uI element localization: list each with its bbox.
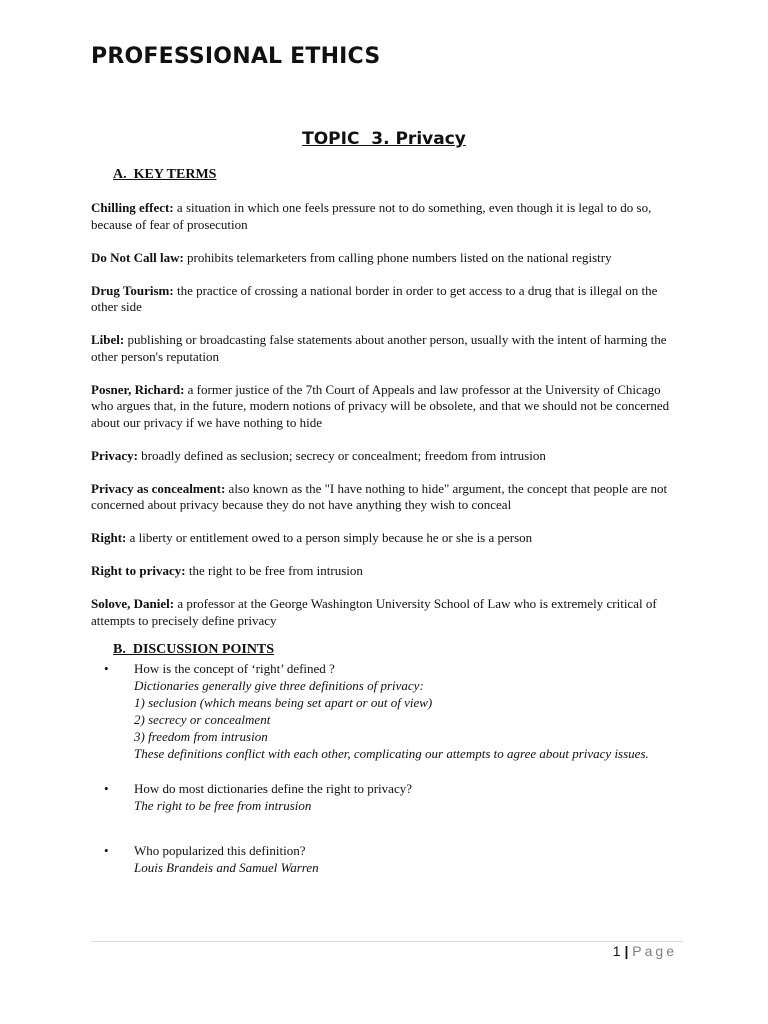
key-term [91,200,683,233]
term-name: Right: [91,530,127,545]
term-definition: broadly defined as seclusion; secrecy or concealment; freedom from intrusion [137,447,546,463]
term-definition: prohibits telemarketers from calling phone numbers listed on the national registry [183,249,612,265]
term-definition: a liberty or entitlement owed to a person simply because he or she is a person [126,530,533,545]
page-label: Page [632,943,677,959]
term-definition: a former justice of the 7th Court of Appeals and law professor at the University of Chicago who argues that, in the future, modern notions of privacy will be obsolete, and that we should not be concerned about our privacy if we have nothing to hide [91,381,670,430]
key-term [91,250,683,267]
discussion-point [91,780,683,814]
term-definition: publishing or broadcasting false statements about another person, usually with the intent of harming the other person's reputation [91,332,667,364]
term-name: Solove, Daniel: [91,596,175,611]
term-name: Drug Tourism: [91,282,174,298]
key-terms-heading: A. KEY TERMS [113,167,217,182]
footer-divider [91,941,683,942]
key-term [91,332,683,365]
discussion-question: How do most dictionaries define the right to privacy? [134,781,412,796]
term-name: Privacy as concealment: [91,480,226,496]
term-definition: a professor at the George Washington University School of Law who is extremely critical of attempts to precisely define privacy [91,596,657,628]
term-definition: also known as the "I have nothing to hide" argument, the concept that people are not concerned about privacy because they do not have anything they wish to conceal [91,480,668,512]
key-term [91,448,683,465]
key-term [91,563,683,580]
key-term [91,382,683,432]
term-name: Libel: [91,332,125,347]
page-number: 1 [612,943,621,959]
discussion-points-list [91,660,683,876]
key-term [91,283,683,316]
discussion-question: How is the concept of ‘right’ defined ? [134,661,335,676]
term-name: Privacy: [91,447,138,463]
discussion-question: Who popularized this definition? [134,843,306,858]
key-term [91,530,683,547]
bullet-icon: • [104,781,109,796]
term-definition: the right to be free from intrusion [185,563,363,578]
key-terms-list [91,200,683,646]
bullet-icon: • [104,843,109,858]
discussion-answer: Louis Brandeis and Samuel Warren [134,860,319,875]
term-name: Right to privacy: [91,563,186,578]
key-term [91,481,683,514]
term-name: Posner, Richard: [91,381,185,397]
key-term [91,596,683,629]
term-definition: a situation in which one feels pressure not to do something, even though it is legal to do so, because of fear of prosecution [91,200,652,232]
term-name: Chilling effect: [91,200,174,215]
discussion-answer: The right to be free from intrusion [134,798,312,813]
bullet-icon: • [104,661,109,676]
page-footer [613,943,677,959]
discussion-answer: Dictionaries generally give three definitions of privacy: 1) seclusion (which means being set apart or out of view) 2) secrecy or concealment 3) freedom from intrusion These definitions conflict with each other, complicating our attempts to agree about privacy issues. [134,678,649,761]
discussion-point [91,660,683,762]
footer-separator: | [624,943,629,959]
discussion-points-heading: B. DISCUSSION POINTS [113,642,275,657]
term-definition: the practice of crossing a national border in order to get access to a drug that is illegal on the other side [91,282,658,314]
term-name: Do Not Call law: [91,249,184,265]
topic-title: TOPIC 3. Privacy [302,129,466,149]
discussion-point [91,842,683,876]
document-header: PROFESSIONAL ETHICS [91,44,381,69]
